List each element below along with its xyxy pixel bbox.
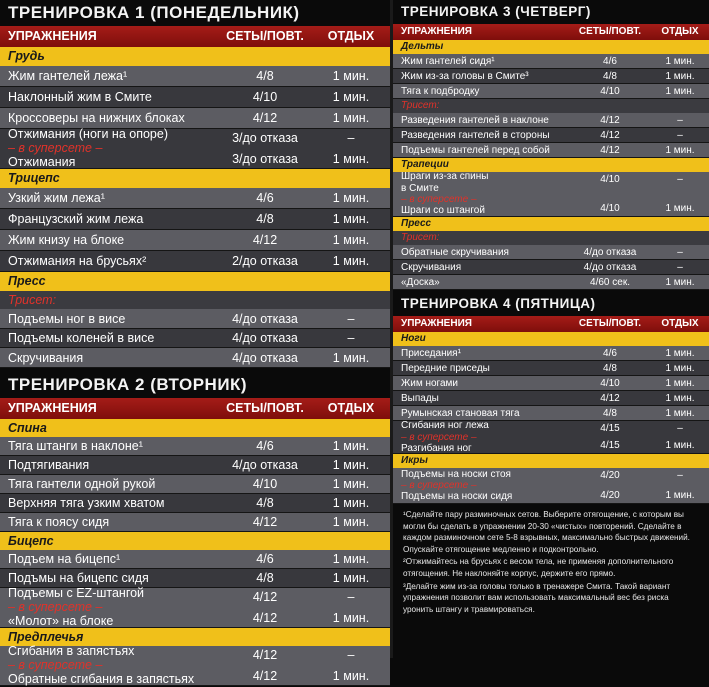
exercise-name: Выпады [401,392,439,404]
workout-2-title: ТРЕНИРОВКА 2 (ВТОРНИК) [8,375,248,394]
sets-value: 4/12 [600,144,620,156]
sets-value: 4/6 [256,191,274,205]
table-row [393,361,709,376]
table-row [0,108,390,129]
triset-label [0,291,390,309]
exercise-name: Жим книзу на блоке [8,233,125,247]
sets-value: 4/8 [603,70,617,82]
exercise-name: Сгибания ног лежа [401,420,489,431]
rest-value: 1 мин. [665,55,695,67]
rest-values [651,468,709,503]
rest-value: – [677,470,683,481]
workout-4-header [393,316,709,332]
superset-row [393,421,709,454]
rest-value: 1 мин. [332,254,370,268]
table-row [393,346,709,361]
rest-value: 1 мин. [665,392,695,404]
category-legs [393,332,709,346]
header-sets: СЕТЫ/ПОВТ. [226,29,304,43]
triset-label [393,231,709,245]
rest-value: 1 мин. [332,212,370,226]
exercise-name: Французский жим лежа [8,212,144,226]
exercise-name: Жим гантелей сидя¹ [401,55,495,67]
exercise-name: Жим ногами [401,377,459,389]
sets-value: 4/8 [256,496,274,510]
rest-value: – [347,590,355,604]
exercise-name: Обратные сгибания в запястьях [8,672,195,687]
rest-value: 1 мин. [665,407,695,419]
category-label: Трицепс [8,171,60,185]
sets-value: 4/12 [252,515,278,529]
superset-row [393,172,709,217]
table-row [393,113,709,128]
table-row [393,376,709,391]
table-row [0,329,390,348]
sets-value: 4/10 [600,203,620,214]
exercise-name: Тяга штанги в наклоне¹ [8,439,143,453]
triset-text: Трисет: [8,293,57,307]
exercise-name: Обратные скручивания [401,246,509,258]
rest-value: 1 мин. [332,515,370,529]
rest-value: – [677,423,683,434]
rest-value: 1 мин. [665,440,695,451]
footnote-3: ³Делайте жим из-за головы только в тренажере Смита. Такой вариант упражнения позволит вам использовать максимальный вес без риска уронить штангу и травмироваться. [403,581,671,614]
exercise-name: Наклонный жим в Смите [8,90,152,104]
table-row [0,230,390,251]
header-rest: ОТДЫХ [327,401,375,415]
rest-value: 1 мин. [332,111,370,125]
rest-value: 1 мин. [332,439,370,453]
superset-label: – в суперсете – [401,480,477,491]
header-exercises: УПРАЖНЕНИЯ [8,29,97,43]
superset-exercises [0,644,218,687]
sets-value: 4/10 [600,174,620,185]
superset-row [0,129,390,169]
exercise-name: Скручивания [401,261,462,273]
sets-value: 4/12 [252,590,278,604]
sets-values [218,588,312,627]
rest-value: – [347,311,355,326]
exercise-name: Разведения гантелей в стороны [401,129,550,141]
sets-value: 3/до отказа [232,152,298,166]
superset-exercises [0,586,218,629]
exercise-name: Жим из-за головы в Смите³ [401,70,529,82]
rest-value: – [677,174,683,185]
table-row [393,245,709,260]
header-exercises: УПРАЖНЕНИЯ [401,318,472,329]
sets-value: 4/8 [256,571,274,585]
exercise-name: Сгибания в запястьях [8,644,135,659]
footnotes [393,504,709,615]
rest-value: 1 мин. [332,191,370,205]
triset-text: Трисет: [401,232,440,243]
table-row [393,54,709,69]
table-row [393,275,709,290]
sets-value: 4/15 [600,423,620,434]
sets-value: 4/12 [252,669,278,683]
sets-value: 4/8 [603,362,617,374]
table-row [0,513,390,532]
rest-value: 1 мин. [665,377,695,389]
sets-value: 2/до отказа [232,254,298,268]
table-row [0,66,390,87]
header-rest: ОТДЫХ [327,29,375,43]
table-row [0,87,390,108]
superset-row [0,588,390,628]
sets-value: 4/до отказа [583,246,637,258]
sets-value: 4/до отказа [232,350,298,365]
category-biceps [0,532,390,550]
category-label: Бицепс [8,534,54,548]
sets-value: 4/12 [252,233,278,247]
rest-value: 1 мин. [332,69,370,83]
rest-value: 1 мин. [665,362,695,374]
exercise-name: Подъемы коленей в висе [8,331,155,345]
category-abs [393,217,709,231]
rest-values [312,129,390,168]
header-exercises: УПРАЖНЕНИЯ [8,401,97,415]
category-label: Предплечья [8,630,84,644]
exercise-name: Тяга к подбродку [401,85,480,97]
rest-value: 1 мин. [665,276,695,288]
rest-value: – [347,648,355,662]
workout-3-title: ТРЕНИРОВКА 3 (ЧЕТВЕРГ) [401,4,591,19]
exercise-name: Подъемы на носки стоя [401,468,511,480]
exercise-name: «Доска» [401,276,440,288]
rest-value: 1 мин. [332,496,370,510]
table-row [393,143,709,158]
category-label: Икры [401,455,428,466]
sets-values [218,646,312,685]
sets-value: 4/15 [600,440,620,451]
superset-label: – в суперсете – [401,431,477,443]
exercise-name: Разгибания ног [401,442,472,454]
table-row [393,260,709,275]
rest-values [651,172,709,216]
sets-value: 4/12 [600,392,620,404]
exercise-name: Отжимания [8,155,76,170]
rest-value: 1 мин. [665,347,695,359]
sets-value: 4/6 [603,347,617,359]
sets-values [218,129,312,168]
sets-values [569,468,651,503]
exercise-name: Подъмы на бицепс сидя [8,571,149,585]
triset-text: Трисет: [401,100,440,111]
category-label: Трапеции [401,159,449,170]
table-row [0,209,390,230]
superset-label: – в суперсете – [401,194,477,206]
sets-value: 4/60 сек. [590,276,630,288]
header-rest: ОТДЫХ [661,318,699,329]
sets-values [569,172,651,216]
sets-value: 4/20 [600,470,620,481]
footnote-2: ²Отжимайтесь на брусьях с весом тела, не применяя дополнительного отягощения. Не наклоняйте корпус, держите его прямо. [403,557,674,578]
sets-value: 3/до отказа [232,131,298,145]
header-rest: ОТДЫХ [661,26,699,37]
category-label: Пресс [8,274,46,288]
sets-value: 4/8 [603,407,617,419]
exercise-name: Жим гантелей лежа¹ [8,69,128,83]
table-row [393,391,709,406]
category-abs [0,272,390,291]
table-row [0,550,390,569]
table-row [0,437,390,456]
rest-value: 1 мин. [665,203,695,214]
rest-values [651,421,709,453]
sets-value: 4/до отказа [583,261,637,273]
exercise-name: Приседания¹ [401,347,461,359]
exercise-name: Шраги со штангой [401,205,485,217]
triset-label [393,99,709,113]
sets-value: 4/8 [256,69,274,83]
right-column [393,0,709,616]
exercise-name: Тяга гантели одной рукой [8,477,156,491]
sets-value: 4/10 [252,477,278,491]
exercise-name: «Молот» на блоке [8,614,114,629]
sets-value: 4/12 [600,129,620,141]
header-exercises: УПРАЖНЕНИЯ [401,26,472,37]
exercise-name: Подъем на бицепс¹ [8,552,121,566]
exercise-name: Румынская становая тяга [401,407,520,419]
category-back [0,419,390,437]
sets-value: 4/10 [600,85,620,97]
category-delts [393,40,709,54]
exercise-name: Подтягивания [8,458,90,472]
table-row [393,406,709,421]
table-row [0,251,390,272]
sets-value: 4/12 [252,111,278,125]
rest-value: 1 мин. [665,85,695,97]
category-traps [393,158,709,172]
header-sets: СЕТЫ/ПОВТ. [578,26,642,37]
superset-row [0,646,390,686]
exercise-name: Скручивания [8,350,84,365]
table-row [0,309,390,329]
workout-2-header [0,398,390,419]
table-row [0,569,390,588]
sets-value: 4/6 [256,552,274,566]
rest-value: – [347,331,355,345]
rest-value: 1 мин. [332,669,370,683]
table-row [393,84,709,99]
workout-1-title: ТРЕНИРОВКА 1 (ПОНЕДЕЛЬНИК) [8,3,300,22]
exercise-name: Кроссоверы на нижних блоках [8,111,185,125]
sets-values [569,421,651,453]
exercise-name: Разведения гантелей в наклоне [401,114,549,126]
exercise-name: Передние приседы [401,362,490,374]
sets-value: 4/10 [600,377,620,389]
rest-value: 1 мин. [332,233,370,247]
sets-value: 4/20 [600,490,620,501]
category-label: Грудь [8,49,45,63]
table-row [0,188,390,209]
superset-label: – в суперсете – [8,140,103,155]
rest-value: 1 мин. [332,152,370,166]
rest-values [312,646,390,685]
superset-label: – в суперсете – [8,657,103,672]
superset-exercises [393,171,569,217]
workout-1-header [0,26,390,47]
table-row [0,348,390,368]
table-row [0,456,390,475]
footnote-1: ¹Сделайте пару разминочных сетов. Выберите отягощение, с которым вы могли бы сделать в упражнении 20-30 «чистых» повторений. Сделайте в каждом разминочном сете 5-8 взрывных, максимально быстрых движений. Опускайте отягощение медленно и подконтрольно. [403,510,690,554]
category-label: Ноги [401,333,426,344]
category-calves [393,454,709,468]
exercise-name: Тяга к поясу сидя [8,515,110,529]
workout-3-header [393,24,709,40]
rest-value: 1 мин. [665,70,695,82]
header-sets: СЕТЫ/ПОВТ. [578,318,642,329]
category-label: Пресс [401,218,432,229]
sets-value: 4/до отказа [232,331,298,345]
sets-value: 4/до отказа [232,458,298,472]
rest-value: 1 мин. [332,571,370,585]
workout-4-title: ТРЕНИРОВКА 4 (ПЯТНИЦА) [401,296,596,311]
exercise-name: Подъемы на носки сидя [401,491,513,502]
exercise-name-cont: в Смите [401,182,439,194]
sets-value: 4/6 [603,55,617,67]
rest-value: 1 мин. [665,490,695,501]
exercise-name: Отжимания (ноги на опоре) [8,127,168,142]
header-sets: СЕТЫ/ПОВТ. [226,401,304,415]
rest-value: – [677,246,683,258]
superset-exercises [393,469,569,503]
exercise-name: Подъемы гантелей перед собой [401,144,550,156]
superset-exercises [0,127,218,170]
sets-value: 4/12 [252,648,278,662]
sets-value: 4/12 [600,114,620,126]
superset-row [393,468,709,504]
exercise-name: Подъемы с EZ-штангой [8,586,145,601]
category-label: Спина [8,421,47,435]
sets-value: 4/до отказа [232,311,298,326]
category-chest [0,47,390,66]
category-triceps [0,169,390,188]
table-row [0,494,390,513]
table-row [0,475,390,494]
category-label: Дельты [401,41,444,52]
superset-exercises [393,420,569,454]
rest-value: 1 мин. [665,144,695,156]
sets-value: 4/8 [256,212,274,226]
table-row [393,128,709,143]
table-row [393,69,709,84]
rest-value: – [677,129,683,141]
rest-values [312,588,390,627]
sets-value: 4/6 [256,439,274,453]
superset-label: – в суперсете – [8,599,103,614]
rest-value: 1 мин. [332,552,370,566]
exercise-name: Шраги из-за спины [401,171,489,183]
rest-value: 1 мин. [332,458,370,472]
sets-value: 4/10 [252,90,278,104]
exercise-name: Узкий жим лежа¹ [8,191,105,205]
exercise-name: Отжимания на брусьях² [8,254,147,268]
rest-value: 1 мин. [332,477,370,491]
sets-value: 4/12 [252,611,278,625]
exercise-name: Верхняя тяга узким хватом [8,496,165,510]
rest-value: – [677,114,683,126]
rest-value: 1 мин. [332,611,370,625]
rest-value: 1 мин. [332,90,370,104]
rest-value: – [677,261,683,273]
exercise-name: Подъемы ног в висе [8,311,126,326]
rest-value: 1 мин. [332,350,370,365]
rest-value: – [347,131,355,145]
